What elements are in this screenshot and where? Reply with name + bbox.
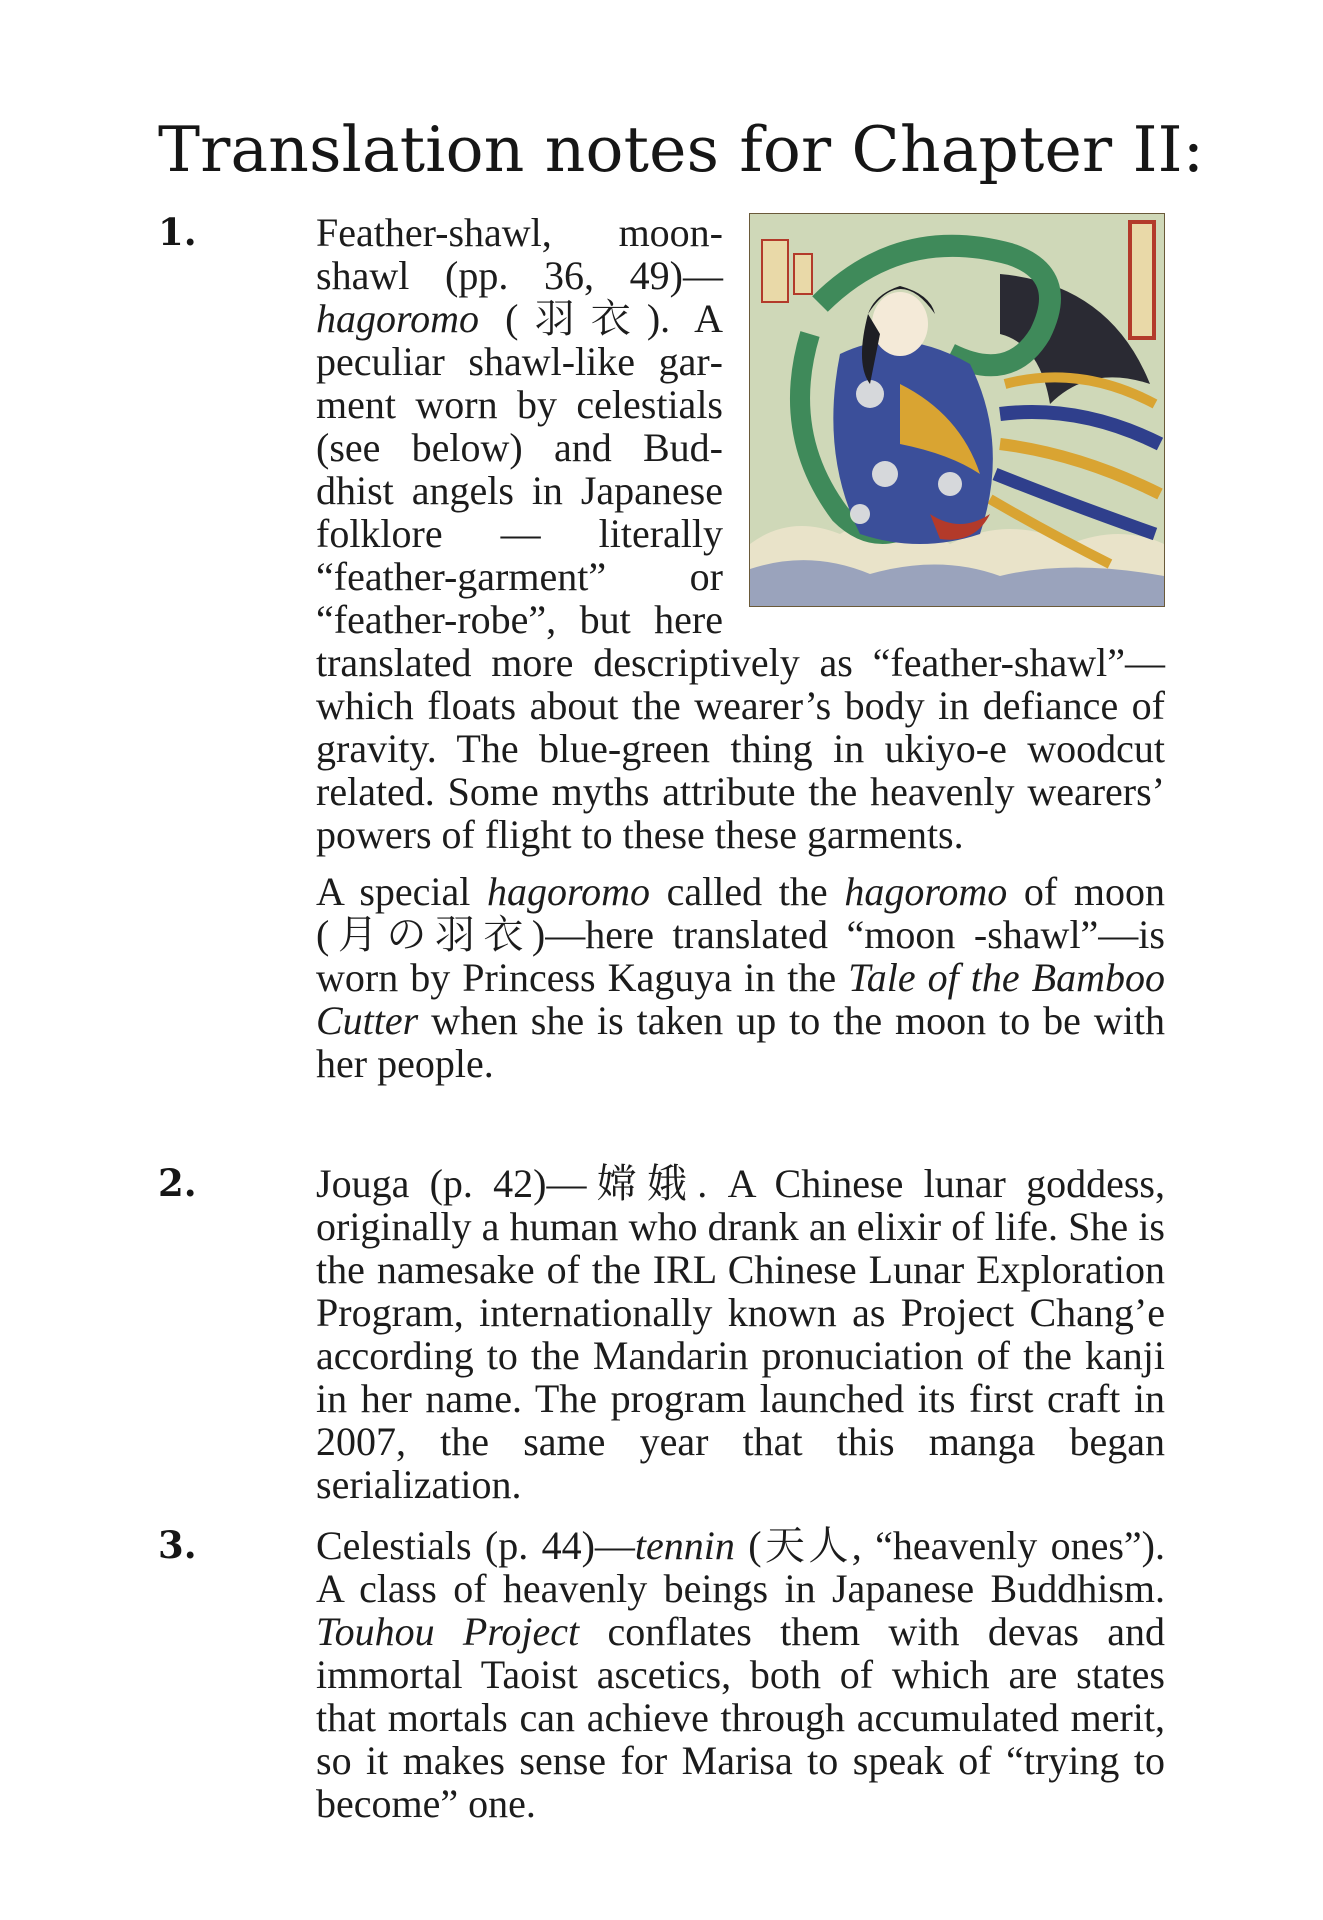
- text-run: conflates them with devas and immortal Taoist ascetics, both of which are states that mortals can achieve through accumulated merit, so it makes sense for Marisa to speak of “trying to become” one.: [316, 1609, 1165, 1826]
- italic-term: tennin: [634, 1523, 735, 1568]
- italic-title: Touhou Project: [316, 1609, 580, 1654]
- text-run: Feather-shawl, moon-shawl (pp. 36, 49)—: [316, 210, 723, 298]
- text-run: (羽衣). A peculiar shawl-like garment worn by celestials (see below) and Buddhist angels in Japanese folklore — literally “feather-garment” or “feather-robe”, but here translated more descriptively as “feather-shawl”—which floats about the wearer’s body in defiance of gravity. The blue-green thing in ukiyo-e woodcut related. Some myths attribute the heavenly wearers’ powers of flight to these these garments.: [316, 296, 1165, 857]
- note-paragraph: [316, 870, 1165, 1085]
- text-run: Jouga (p. 42)—嫦娥. A Chinese lunar goddess, originally a human who drank an elixir of life. She is the namesake of the IRL Chinese Lunar Exploration Program, internationally known as Project Chang’e according to the Mandarin pronuciation of the kanji in her name. The program launched its first craft in 2007, the same year that this manga began serialization.: [316, 1161, 1165, 1507]
- page-title: Translation notes for Chapter II:: [158, 113, 1205, 186]
- note-body: [316, 1524, 1165, 1825]
- text-run: when she is taken up to the moon to be with her people.: [316, 998, 1165, 1086]
- celestial-woodcut-image: [750, 214, 1164, 606]
- text-run: called the: [650, 869, 845, 914]
- italic-term: hagoromo: [844, 869, 1008, 914]
- ukiyo-e-woodcut-illustration: [749, 213, 1165, 607]
- note-paragraph: [316, 1162, 1165, 1506]
- note-number: 2.: [158, 1161, 197, 1205]
- italic-term: hagoromo: [316, 296, 479, 341]
- note-number: 1.: [158, 210, 197, 254]
- note-number: 3.: [158, 1523, 197, 1567]
- text-run: of moon (月の羽衣)—here translated “moon -shawl”—is worn by Princess Kaguya in the: [316, 869, 1166, 1000]
- note-body: [316, 1162, 1165, 1506]
- italic-term: hagoromo: [487, 869, 650, 914]
- text-run: A special: [316, 869, 488, 914]
- italic-title: Tale of the Bamboo Cutter: [316, 955, 1165, 1043]
- note-paragraph: [316, 1524, 1165, 1825]
- note-body: [316, 211, 1165, 1085]
- text-run: Celestials (p. 44)—: [316, 1523, 635, 1568]
- text-run: (天人, “heavenly ones”). A class of heavenly beings in Japanese Buddhism.: [316, 1523, 1165, 1611]
